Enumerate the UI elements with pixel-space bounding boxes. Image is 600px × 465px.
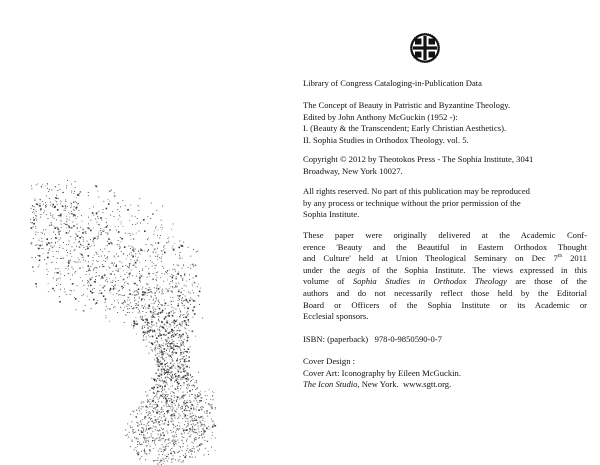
note-line: and Culture' held at Union Theological Seminary on Dec 7th 2011: [303, 253, 587, 264]
cip-block: [303, 100, 510, 146]
cover-design-line: Cover Design :: [303, 356, 356, 366]
note-line: volume of Sophia Studies in Orthodox Theology are those of the: [303, 276, 587, 287]
rights-line: by any process or technique without the prior permission of the: [303, 197, 521, 208]
cip-line: The Concept of Beauty in Patristic and Byzantine Theology.: [303, 100, 511, 110]
rights-block: [303, 186, 530, 221]
copyright-block: [303, 154, 533, 177]
isbn-line: ISBN: (paperback) 978-0-9850590-0-7: [303, 334, 442, 344]
copyright-line: Broadway, New York 10027.: [303, 165, 403, 176]
icon-studio-line: The Icon Studio, New York. www.sgtt.org.: [303, 379, 452, 390]
conference-note-block: [303, 230, 587, 323]
copyright-line: Copyright © 2012 by Theotokos Press - The Sophia Institute, 3041: [303, 154, 534, 164]
cip-line: II. Sophia Studies in Orthodox Theology. vol. 5.: [303, 134, 469, 145]
note-line: These paper were originally delivered at the Academic Conf-: [303, 230, 587, 240]
rights-line: All rights reserved. No part of this publication may be reproduced: [303, 186, 530, 196]
note-line: Ecclesial sponsors.: [303, 311, 369, 322]
cover-art-line: Cover Art: Iconography by Eileen McGuckin.: [303, 367, 461, 378]
icxc-nika-seal-logo: [409, 32, 441, 64]
note-line: authors and do not necessarily reflect those held by the Editorial: [303, 287, 587, 298]
rights-line: Sophia Institute.: [303, 209, 360, 220]
note-line: Board or Officers of the Sophia Institute or its Academic or: [303, 299, 587, 310]
cover-credits-block: [303, 356, 461, 391]
note-line: under the aegis of the Sophia Institute. The views expressed in this: [303, 264, 587, 275]
cip-heading: Library of Congress Cataloging-in-Publication Data: [303, 78, 482, 88]
cip-line: Edited by John Anthony McGuckin (1952 -):: [303, 111, 458, 122]
cip-line: I. (Beauty & the Transcendent; Early Christian Aesthetics).: [303, 123, 507, 134]
note-line: erence 'Beauty and the Beautiful in Eastern Orthodox Thought: [303, 241, 587, 252]
